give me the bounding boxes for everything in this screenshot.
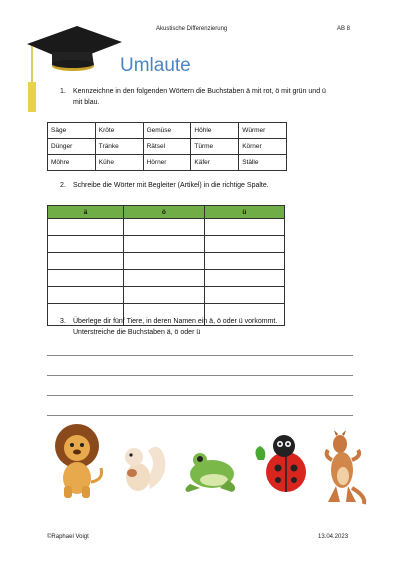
task-2-number: 2. <box>60 182 66 189</box>
word-cell: Höhle <box>191 123 239 139</box>
column-header-o-umlaut: ö <box>124 206 204 219</box>
sorting-row <box>48 270 285 287</box>
page-title: Umlaute <box>120 55 191 76</box>
task-1 <box>60 86 350 110</box>
word-cell: Möhre <box>48 155 96 171</box>
task-1-text: Kennzeichne in den folgenden Wörtern die Buchstaben ä mit rot, ö mit grün und ü mit blau. <box>73 88 326 106</box>
task-3 <box>60 316 350 340</box>
sorting-cell[interactable] <box>124 287 204 304</box>
word-cell: Körner <box>239 139 287 155</box>
sorting-row <box>48 219 285 236</box>
sorting-row <box>48 236 285 253</box>
footer-date: 13.04.2023 <box>318 534 349 540</box>
sorting-cell[interactable] <box>124 219 204 236</box>
word-cell: Hörner <box>143 155 191 171</box>
word-cell: Säge <box>48 123 96 139</box>
task-1-number: 1. <box>60 88 66 95</box>
sorting-cell[interactable] <box>48 270 124 287</box>
word-table-row <box>48 123 287 139</box>
sorting-cell[interactable] <box>124 270 204 287</box>
word-cell: Gemüse <box>143 123 191 139</box>
header-title: Akustische Differenzierung <box>156 26 228 32</box>
task-2-text: Schreibe die Wörter mit Begleiter (Artikel) in die richtige Spalte. <box>73 182 269 189</box>
word-table-row <box>48 155 287 171</box>
sorting-cell[interactable] <box>204 236 284 253</box>
word-cell: Würmer <box>239 123 287 139</box>
task-2 <box>60 180 350 192</box>
task-3-line-1: Überlege dir fünf Tiere, in deren Namen ein ä, ö oder ü vorkommt. <box>73 318 278 325</box>
kangaroo-image <box>318 430 368 506</box>
sorting-cell[interactable] <box>48 287 124 304</box>
sorting-cell[interactable] <box>48 219 124 236</box>
footer-author: ©Raphael Voigt <box>47 534 89 540</box>
word-cell: Rätsel <box>143 139 191 155</box>
sorting-row <box>48 287 285 304</box>
sorting-cell[interactable] <box>204 287 284 304</box>
squirrel-image <box>118 437 170 495</box>
sorting-cell[interactable] <box>48 236 124 253</box>
sorting-cell[interactable] <box>204 219 284 236</box>
sheet-number: AB 8 <box>337 26 351 32</box>
answer-line[interactable] <box>47 355 353 356</box>
word-table <box>47 122 287 171</box>
answer-line[interactable] <box>47 415 353 416</box>
lion-image <box>46 420 108 500</box>
frog-image <box>180 444 240 494</box>
sorting-cell[interactable] <box>204 270 284 287</box>
answer-line[interactable] <box>47 395 353 396</box>
column-header-a-umlaut: ä <box>48 206 124 219</box>
column-header-u-umlaut: ü <box>204 206 284 219</box>
sorting-cell[interactable] <box>204 253 284 270</box>
ladybug-image <box>250 432 312 496</box>
word-cell: Ställe <box>239 155 287 171</box>
task-3-line-2: Unterstreiche die Buchstaben ä, ö oder ü <box>73 329 201 336</box>
word-cell: Kröte <box>95 123 143 139</box>
sorting-table <box>47 205 285 326</box>
word-table-row <box>48 139 287 155</box>
word-cell: Türme <box>191 139 239 155</box>
sorting-cell[interactable] <box>48 253 124 270</box>
task-3-number: 3. <box>60 318 66 325</box>
word-cell: Tränke <box>95 139 143 155</box>
sorting-cell[interactable] <box>124 236 204 253</box>
sorting-cell[interactable] <box>124 253 204 270</box>
word-cell: Dünger <box>48 139 96 155</box>
answer-line[interactable] <box>47 375 353 376</box>
word-cell: Kühe <box>95 155 143 171</box>
word-cell: Käfer <box>191 155 239 171</box>
sorting-row <box>48 253 285 270</box>
